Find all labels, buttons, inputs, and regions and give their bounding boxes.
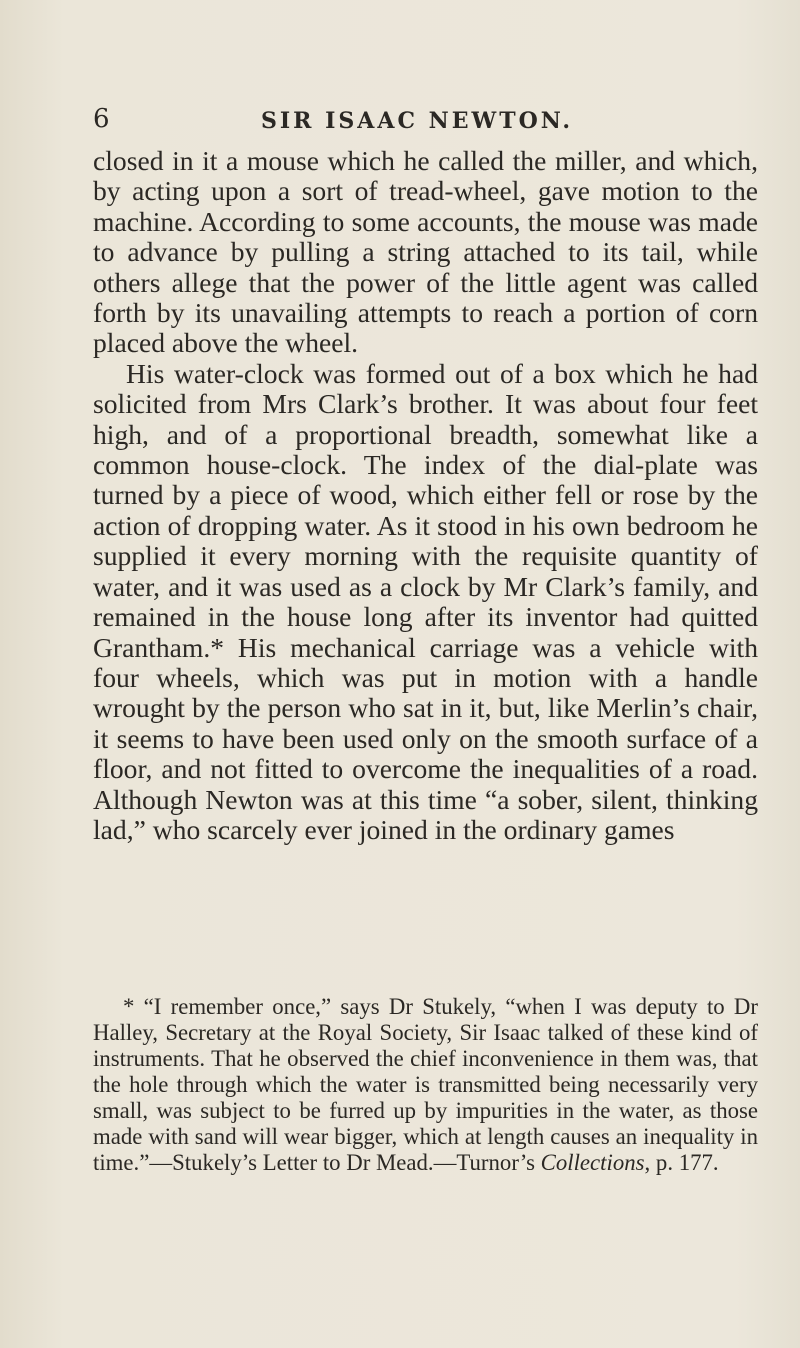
footnote-italic-title: Collections bbox=[540, 1150, 645, 1175]
footnote bbox=[93, 994, 758, 1176]
page-number: 6 bbox=[93, 104, 110, 134]
footnote-tail: , p. 177. bbox=[644, 1150, 719, 1175]
footnote-text: * “I remember once,” says Dr Stukely, “when I was deputy to Dr Halley, Secretary at the Royal Society, Sir Isaac talked of these kind of instruments. That he observed the chief inconvenience in them was, that the hole through which the water is transmitted being necessarily very small, was subject to be furred up by impurities in the water, as those made with sand will wear bigger, which at length causes an inequality in time.”—Stukely’s Letter to Dr Mead.—Turnor’s bbox=[93, 994, 758, 1175]
body-text bbox=[93, 146, 758, 845]
paragraph-1: closed in it a mouse which he called the miller, and which, by acting upon a sort of tread-wheel, gave motion to the machine. According to some accounts, the mouse was made to advance by pulling a string attached to its tail, while others allege that the power of the little agent was called forth by its unavailing attempts to reach a portion of corn placed above the wheel. bbox=[93, 145, 758, 359]
running-title: SIR ISAAC NEWTON. bbox=[261, 108, 574, 134]
paragraph-2: His water-clock was formed out of a box which he had solicited from Mrs Clark’s brother. It was about four feet high, and of a proportional breadth, somewhat like a common house-clock. The index of the dial-plate was turned by a piece of wood, which either fell or rose by the action of dropping water. As it stood in his own bedroom he supplied it every morning with the requisite quantity of water, and it was used as a clock by Mr Clark’s family, and remained in the house long after its inventor had quitted Grantham.* His mechanical carriage was a vehicle with four wheels, which was put in motion with a handle wrought by the person who sat in it, but, like Merlin’s chair, it seems to have been used only on the smooth surface of a floor, and not fitted to overcome the inequalities of a road. Although Newton was at this time “a sober, silent, thinking lad,” who scarcely ever joined in the ordinary games bbox=[93, 357, 758, 845]
